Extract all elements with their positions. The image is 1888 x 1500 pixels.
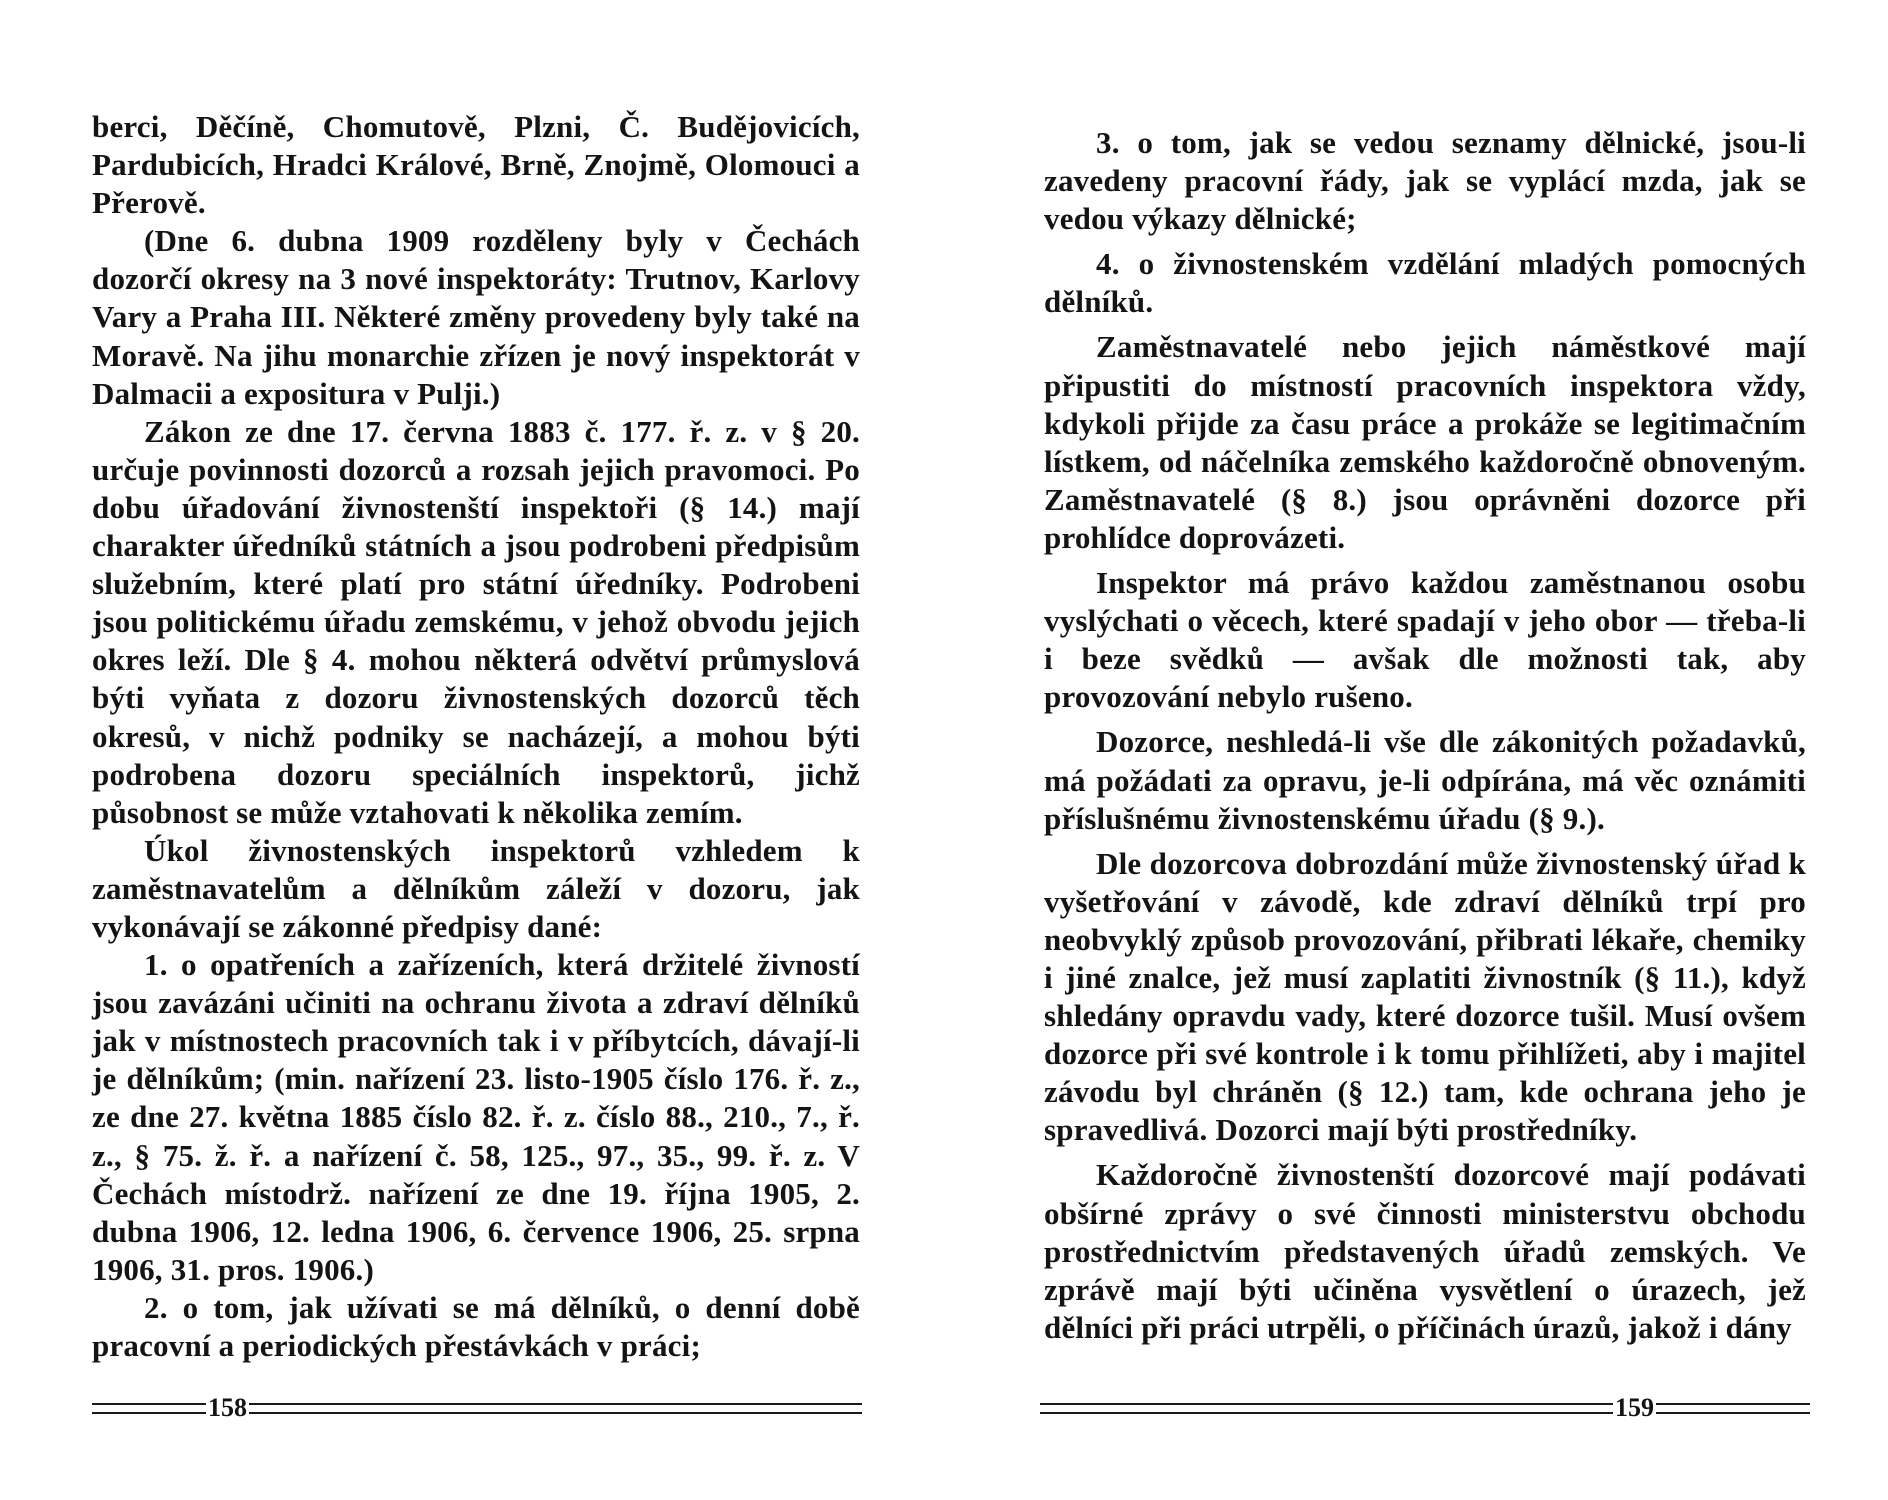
paragraph: Inspektor má právo každou zaměstnanou osobu vyslýchati o věcech, které spadají v jeho obor — třeba-li i beze svědků — avšak dle možnosti tak, aby provozování nebylo rušeno.	[1044, 565, 1806, 715]
footer-rule	[249, 1403, 862, 1414]
paragraph: Úkol živnostenských inspektorů vzhledem k zaměstnavatelům a dělníkům záleží v dozoru, jak vykonávají se zákonné předpisy dané:	[92, 832, 860, 944]
paragraph: 3. o tom, jak se vedou seznamy dělnické, jsou-li zavedeny pracovní řády, jak se vyplácí mzda, jak se vedou výkazy dělnické;	[1044, 125, 1806, 237]
paragraph: 1. o opatřeních a zařízeních, která držitelé živností jsou zavázáni učiniti na ochranu života a zdraví dělníků jak v místnostech pracovních tak i v příbytcích, dávají-li je dělníkům; (min. nařízení 23. listo-1905 číslo 176. ř. z., ze dne 27. května 1885 číslo 82. ř. z. číslo 88., 210., 7., ř. z., § 75. ž. ř. a nařízení č. 58, 125., 97., 35., 99. ř. z. V Čechách místodrž. nařízení ze dne 19. října 1905, 2. dubna 1906, 12. ledna 1906, 6. července 1906, 25. srpna 1906, 31. pros. 1906.)	[92, 947, 860, 1287]
paragraph: Každoročně živnostenští dozorcové mají podávati obšírné zprávy o své činnosti ministerstvu obchodu prostřednictvím představených úřadů zemských. Ve zprávě mají býti učiněna vysvětlení o úrazech, jež dělníci při práci utrpěli, o příčinách úrazů, jakož i dány	[1044, 1157, 1806, 1345]
paragraph: Zaměstnavatelé nebo jejich náměstkové mají připustiti do místností pracovních inspektora vždy, kdykoli přijde za času práce a prokáže se legitimačním lístkem, od náčelníka zemského každoročně obnoveným. Zaměstnavatelé (§ 8.) jsou oprávněni dozorce při prohlídce doprovázeti.	[1044, 329, 1806, 555]
left-page-text	[92, 108, 860, 1365]
paragraph: berci, Děčíně, Chomutově, Plzni, Č. Budějovicích, Pardubicích, Hradci Králové, Brně, Znojmě, Olomouci a Přerově.	[92, 109, 860, 221]
right-page-footer	[1040, 1394, 1810, 1422]
right-page-text	[1044, 124, 1806, 1354]
footer-rule	[92, 1403, 206, 1414]
paragraph: Zákon ze dne 17. června 1883 č. 177. ř. z. v § 20. určuje povinnosti dozorců a rozsah jejich pravomoci. Po dobu úřadování živnostenští inspektoři (§ 14.) mají charakter úředníků státních a jsou podrobeni předpisům služebním, které platí pro státní úředníky. Podrobeni jsou politickému úřadu zemskému, v jehož obvodu jejich okres leží. Dle § 4. mohou některá odvětví průmyslová býti vyňata z dozoru živnostenských dozorců těch okresů, v nichž podniky se nacházejí, a mohou býti podrobena dozoru speciálních inspektorů, jichž působnost se může vztahovati k několika zemím.	[92, 413, 860, 830]
right-page	[944, 0, 1888, 1500]
left-page-footer	[92, 1394, 862, 1422]
paragraph: 4. o živnostenském vzdělání mladých pomocných dělníků.	[1044, 246, 1806, 320]
footer-rule	[1656, 1403, 1810, 1414]
page-number: 158	[208, 1393, 247, 1422]
paragraph: 2. o tom, jak užívati se má dělníků, o denní době pracovní a periodických přestávkách v práci;	[92, 1289, 860, 1363]
paragraph: (Dne 6. dubna 1909 rozděleny byly v Čechách dozorčí okresy na 3 nové inspektoráty: Trutnov, Karlovy Vary a Praha III. Některé změny provedeny byly také na Moravě. Na jihu monarchie zřízen je nový inspektorát v Dalmacii a expositura v Pulji.)	[92, 223, 860, 411]
paragraph: Dozorce, neshledá-li vše dle zákonitých požadavků, má požádati za opravu, je-li odpírána, má věc oznámiti příslušnému živnostenskému úřadu (§ 9.).	[1044, 724, 1806, 836]
footer-rule	[1040, 1403, 1613, 1414]
page-number: 159	[1615, 1393, 1654, 1422]
paragraph: Dle dozorcova dobrozdání může živnostenský úřad k vyšetřování v závodě, kde zdraví dělníků trpí pro neobvyklý způsob provozování, přibrati lékaře, chemiky i jiné znalce, jež musí zaplatiti živnostník (§ 11.), když shledány opravdu vady, které dozorce tušil. Musí ovšem dozorce při své kontrole i k tomu přihlížeti, aby i majitel závodu byl chráněn (§ 12.) tam, kde ochrana jeho je spravedlivá. Dozorci mají býti prostředníky.	[1044, 845, 1806, 1148]
